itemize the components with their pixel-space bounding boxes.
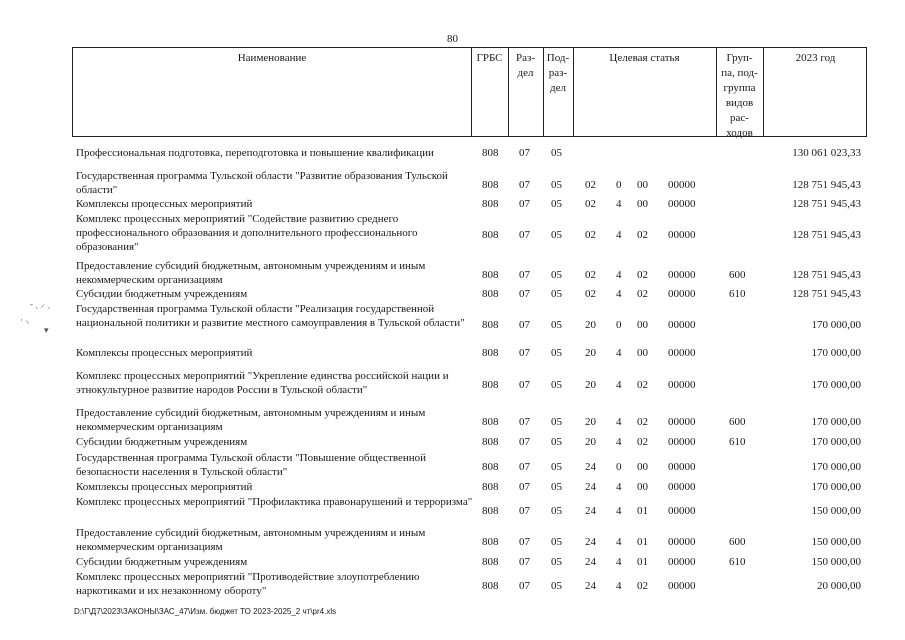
code-program: 20 <box>585 416 596 428</box>
code-razdel: 07 <box>519 379 530 391</box>
code-podrazdel: 05 <box>551 179 562 191</box>
table-row <box>0 480 905 494</box>
code-grbs: 808 <box>482 147 499 159</box>
code-expense-group: 610 <box>729 436 746 448</box>
code-subprogram: 02 <box>637 288 648 300</box>
code-type: 4 <box>616 416 622 428</box>
code-type: 4 <box>616 556 622 568</box>
row-amount: 170 000,00 <box>811 416 861 428</box>
code-grbs: 808 <box>482 379 499 391</box>
row-amount: 170 000,00 <box>811 436 861 448</box>
code-grbs: 808 <box>482 436 499 448</box>
code-razdel: 07 <box>519 505 530 517</box>
code-type: 4 <box>616 288 622 300</box>
code-grbs: 808 <box>482 505 499 517</box>
code-razdel: 07 <box>519 319 530 331</box>
row-amount: 170 000,00 <box>811 481 861 493</box>
code-subprogram: 02 <box>637 580 648 592</box>
code-direction: 00000 <box>668 319 696 331</box>
file-path-footer: D:\Г\Д7\2023\ЗАКОНЫ\ЗАС_47\Изм. бюджет ТО 2023-2025_2 чт\pr4.xls <box>74 607 337 616</box>
code-podrazdel: 05 <box>551 580 562 592</box>
code-razdel: 07 <box>519 580 530 592</box>
code-program: 24 <box>585 536 596 548</box>
row-name: Государственная программа Тульской области "Реализация государственной национальной политики и развитие местного самоуправления в Тульской области" <box>76 303 465 329</box>
code-subprogram: 00 <box>637 198 648 210</box>
code-razdel: 07 <box>519 536 530 548</box>
code-grbs: 808 <box>482 347 499 359</box>
row-name: Государственная программа Тульской области "Повышение общественной безопасности населения в Тульской области" <box>76 452 426 478</box>
table-row <box>0 570 905 598</box>
row-amount: 128 751 945,43 <box>792 229 861 241</box>
code-razdel: 07 <box>519 147 530 159</box>
code-type: 4 <box>616 347 622 359</box>
code-subprogram: 02 <box>637 379 648 391</box>
code-podrazdel: 05 <box>551 416 562 428</box>
table-row <box>0 435 905 449</box>
table-row <box>0 451 905 479</box>
row-amount: 150 000,00 <box>811 505 861 517</box>
code-direction: 00000 <box>668 198 696 210</box>
row-name: Комплекс процессных мероприятий "Содействие развитию среднего профессионального образования и дополнительного профессионального образования" <box>76 213 418 253</box>
code-direction: 00000 <box>668 229 696 241</box>
row-name: Профессиональная подготовка, переподготовка и повышение квалификации <box>76 147 434 159</box>
table-row <box>0 495 905 523</box>
code-program: 24 <box>585 461 596 473</box>
row-name: Комплекс процессных мероприятий "Противодействие злоупотреблению наркотиками и их незаконному обороту" <box>76 571 420 597</box>
table-row <box>0 146 905 160</box>
code-expense-group: 600 <box>729 269 746 281</box>
row-amount: 170 000,00 <box>811 319 861 331</box>
code-grbs: 808 <box>482 288 499 300</box>
code-program: 24 <box>585 505 596 517</box>
code-grbs: 808 <box>482 481 499 493</box>
code-razdel: 07 <box>519 288 530 300</box>
code-grbs: 808 <box>482 580 499 592</box>
code-program: 02 <box>585 229 596 241</box>
code-podrazdel: 05 <box>551 269 562 281</box>
row-name: Предоставление субсидий бюджетным, автономным учреждениям и иным некоммерческим организациям <box>76 407 426 433</box>
code-direction: 00000 <box>668 347 696 359</box>
code-direction: 00000 <box>668 379 696 391</box>
row-amount: 128 751 945,43 <box>792 179 861 191</box>
code-grbs: 808 <box>482 536 499 548</box>
code-type: 4 <box>616 505 622 517</box>
row-amount: 128 751 945,43 <box>792 288 861 300</box>
row-name: Предоставление субсидий бюджетным, автономным учреждениям и иным некоммерческим организациям <box>76 260 426 286</box>
code-grbs: 808 <box>482 229 499 241</box>
code-podrazdel: 05 <box>551 198 562 210</box>
code-subprogram: 01 <box>637 505 648 517</box>
header-grbs: ГРБС <box>476 52 503 64</box>
code-type: 4 <box>616 379 622 391</box>
code-type: 0 <box>616 319 622 331</box>
code-direction: 00000 <box>668 288 696 300</box>
code-program: 02 <box>585 288 596 300</box>
code-type: 4 <box>616 269 622 281</box>
code-razdel: 07 <box>519 416 530 428</box>
code-grbs: 808 <box>482 198 499 210</box>
code-podrazdel: 05 <box>551 379 562 391</box>
table-row <box>0 369 905 397</box>
code-podrazdel: 05 <box>551 319 562 331</box>
code-grbs: 808 <box>482 179 499 191</box>
row-amount: 170 000,00 <box>811 379 861 391</box>
code-type: 4 <box>616 580 622 592</box>
row-name: Государственная программа Тульской области "Развитие образования Тульской области" <box>76 170 448 196</box>
code-direction: 00000 <box>668 536 696 548</box>
code-direction: 00000 <box>668 269 696 281</box>
code-program: 20 <box>585 436 596 448</box>
code-direction: 00000 <box>668 436 696 448</box>
code-expense-group: 600 <box>729 536 746 548</box>
code-direction: 00000 <box>668 461 696 473</box>
code-podrazdel: 05 <box>551 505 562 517</box>
code-podrazdel: 05 <box>551 461 562 473</box>
code-podrazdel: 05 <box>551 147 562 159</box>
table-row <box>0 302 905 344</box>
code-subprogram: 00 <box>637 347 648 359</box>
code-grbs: 808 <box>482 269 499 281</box>
row-name: Комплексы процессных мероприятий <box>76 347 253 359</box>
code-direction: 00000 <box>668 481 696 493</box>
code-type: 4 <box>616 229 622 241</box>
table-row <box>0 346 905 360</box>
row-amount: 170 000,00 <box>811 461 861 473</box>
code-subprogram: 02 <box>637 416 648 428</box>
table-row <box>0 555 905 569</box>
row-amount: 130 061 023,33 <box>792 147 861 159</box>
code-type: 0 <box>616 461 622 473</box>
code-grbs: 808 <box>482 556 499 568</box>
code-program: 24 <box>585 481 596 493</box>
row-amount: 170 000,00 <box>811 347 861 359</box>
code-podrazdel: 05 <box>551 347 562 359</box>
code-subprogram: 00 <box>637 461 648 473</box>
code-podrazdel: 05 <box>551 229 562 241</box>
code-subprogram: 02 <box>637 229 648 241</box>
code-program: 24 <box>585 580 596 592</box>
row-name: Комплекс процессных мероприятий "Укрепление единства российской нации и этнокультурное развитие народов России в Тульской области" <box>76 370 449 396</box>
code-grbs: 808 <box>482 319 499 331</box>
code-program: 02 <box>585 198 596 210</box>
code-subprogram: 01 <box>637 536 648 548</box>
header-name: Наименование <box>237 52 307 64</box>
code-expense-group: 610 <box>729 288 746 300</box>
code-grbs: 808 <box>482 461 499 473</box>
code-razdel: 07 <box>519 436 530 448</box>
code-direction: 00000 <box>668 179 696 191</box>
header-podrazdel: Под- раз- дел <box>546 52 570 94</box>
table-header <box>72 47 867 137</box>
code-program: 02 <box>585 179 596 191</box>
row-amount: 128 751 945,43 <box>792 269 861 281</box>
code-expense-group: 600 <box>729 416 746 428</box>
code-subprogram: 00 <box>637 481 648 493</box>
code-razdel: 07 <box>519 229 530 241</box>
row-name: Комплексы процессных мероприятий <box>76 198 253 210</box>
code-subprogram: 01 <box>637 556 648 568</box>
row-name: Субсидии бюджетным учреждениям <box>76 288 248 300</box>
code-program: 20 <box>585 347 596 359</box>
table-row <box>0 212 905 254</box>
code-razdel: 07 <box>519 269 530 281</box>
code-podrazdel: 05 <box>551 556 562 568</box>
row-amount: 20 000,00 <box>817 580 861 592</box>
code-podrazdel: 05 <box>551 436 562 448</box>
code-subprogram: 00 <box>637 179 648 191</box>
code-subprogram: 00 <box>637 319 648 331</box>
code-type: 4 <box>616 536 622 548</box>
code-program: 02 <box>585 269 596 281</box>
header-target-article: Целевая статья <box>609 52 680 64</box>
code-grbs: 808 <box>482 416 499 428</box>
scan-artifact: · ⸜ <box>20 315 30 325</box>
page-number: 80 <box>447 33 458 45</box>
header-year-2023: 2023 год <box>795 52 836 64</box>
code-podrazdel: 05 <box>551 481 562 493</box>
code-program: 20 <box>585 379 596 391</box>
row-amount: 150 000,00 <box>811 536 861 548</box>
code-razdel: 07 <box>519 481 530 493</box>
table-row <box>0 259 905 287</box>
table-row <box>0 406 905 434</box>
code-program: 24 <box>585 556 596 568</box>
scan-artifact: ▾ <box>44 325 49 335</box>
code-razdel: 07 <box>519 347 530 359</box>
table-row <box>0 287 905 301</box>
code-expense-group: 610 <box>729 556 746 568</box>
row-amount: 128 751 945,43 <box>792 198 861 210</box>
code-subprogram: 02 <box>637 436 648 448</box>
code-subprogram: 02 <box>637 269 648 281</box>
table-row <box>0 526 905 554</box>
code-direction: 00000 <box>668 556 696 568</box>
row-name: Субсидии бюджетным учреждениям <box>76 436 248 448</box>
code-podrazdel: 05 <box>551 288 562 300</box>
code-razdel: 07 <box>519 179 530 191</box>
header-expense-group: Груп- па, под- группа видов рас- ходов <box>721 52 758 139</box>
header-razdel: Раз- дел <box>515 52 535 79</box>
code-type: 4 <box>616 198 622 210</box>
row-name: Комплексы процессных мероприятий <box>76 481 253 493</box>
code-program: 20 <box>585 319 596 331</box>
row-amount: 150 000,00 <box>811 556 861 568</box>
code-direction: 00000 <box>668 416 696 428</box>
row-name: Комплекс процессных мероприятий "Профилактика правонарушений и терроризма" <box>76 496 473 508</box>
scan-artifact: ‑ ˎ ⸝ ˏ <box>30 299 51 309</box>
table-row <box>0 197 905 211</box>
code-razdel: 07 <box>519 556 530 568</box>
code-direction: 00000 <box>668 505 696 517</box>
code-razdel: 07 <box>519 198 530 210</box>
code-type: 4 <box>616 481 622 493</box>
row-name: Субсидии бюджетным учреждениям <box>76 556 248 568</box>
code-type: 0 <box>616 179 622 191</box>
code-podrazdel: 05 <box>551 536 562 548</box>
table-row <box>0 169 905 197</box>
code-direction: 00000 <box>668 580 696 592</box>
code-type: 4 <box>616 436 622 448</box>
code-razdel: 07 <box>519 461 530 473</box>
row-name: Предоставление субсидий бюджетным, автономным учреждениям и иным некоммерческим организациям <box>76 527 426 553</box>
